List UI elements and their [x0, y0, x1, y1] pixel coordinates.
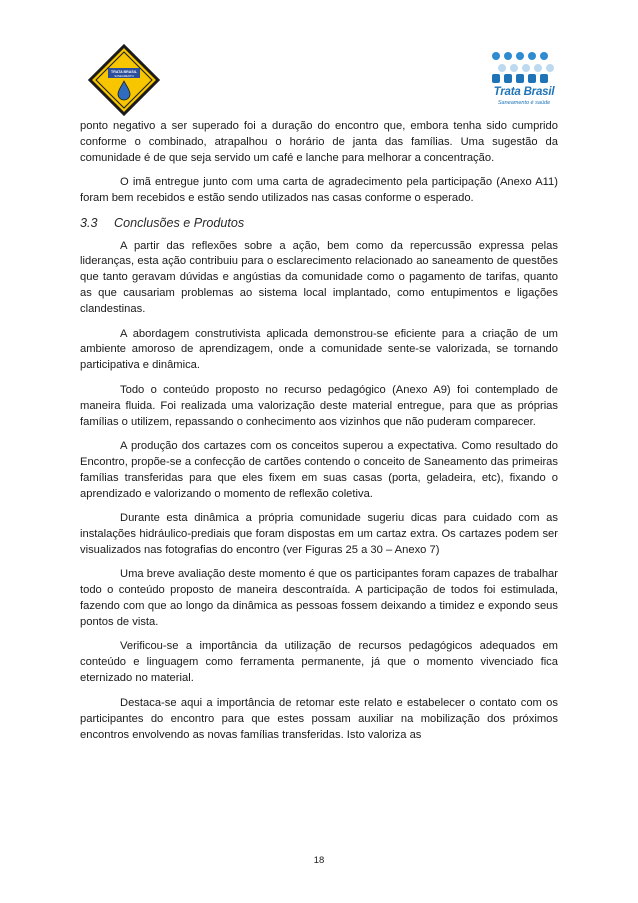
people-icon: [486, 50, 562, 86]
paragraph: Todo o conteúdo proposto no recurso pedagógico (Anexo A9) foi contemplado de maneira fluida. Foi realizada uma valorização deste material entregue, para que as próprias famílias o utilizem, repassando o conhecimento aos vizinhos que não puderam comparecer.: [80, 383, 558, 428]
paragraph: O imã entregue junto com uma carta de agradecimento pela participação (Anexo A11) foram bem recebidos e estão sendo utilizados nas casas conforme o esperado.: [80, 176, 558, 205]
paragraph: A partir das reflexões sobre a ação, bem como da repercussão expressa pelas lideranças, esta ação contribuiu para o esclarecimento relacionado ao saneamento de questões que tanto geravam dúvidas e angústias da comunidade como o pagamento de tarifas, quanto as que causariam problemas ao sistema local implantado, como entupimentos e ligações clandestinas.: [80, 239, 558, 316]
section-number: 3.3: [80, 215, 98, 230]
document-body: [80, 119, 558, 752]
trata-brasil-brand-logo: [486, 50, 562, 112]
page-number: 18: [313, 855, 325, 866]
section-title: Conclusões e Produtos: [114, 215, 245, 230]
trata-brasil-diamond-logo: [88, 44, 160, 116]
paragraph: Uma breve avaliação deste momento é que os participantes foram capazes de trabalhar todo o conteúdo proposto de maneira descontraída. A participação de todos foi estimulada, fazendo com que ao longo da dinâmica as pessoas fossem deixando a timidez e expondo seus pontos de vista.: [80, 568, 558, 629]
svg-text:SANEAMENTO: SANEAMENTO: [114, 74, 134, 78]
paragraph: Verificou-se a importância da utilização de recursos pedagógicos adequados em conteúdo e linguagem como ferramenta permanente, já que o momento vivenciado fica eternizado no material.: [80, 640, 558, 685]
brand-name: Trata Brasil: [493, 86, 555, 98]
section-heading: [80, 216, 558, 230]
brand-tagline: Saneamento é saúde: [497, 100, 551, 106]
paragraph: Destaca-se aqui a importância de retomar este relato e estabelecer o contato com os participantes do encontro para que estes possam auxiliar na mobilização dos próximos encontros envolvendo as novas famílias transferidas. Isto valoriza as: [80, 696, 558, 741]
svg-text:TRATA BRASIL: TRATA BRASIL: [111, 70, 137, 74]
paragraph: A abordagem construtivista aplicada demonstrou-se eficiente para a criação de um ambiente amoroso de aprendizagem, onde a comunidade sente-se valorizada, se tornando participativa e dinâmica.: [80, 327, 558, 372]
paragraph: ponto negativo a ser superado foi a duração do encontro que, embora tenha sido cumprido conforme o combinado, atrapalhou o horário de janta das famílias. Uma sugestão da comunidade é de que seja servido um café e lanche para melhorar a concentração.: [80, 120, 558, 164]
paragraph: Durante esta dinâmica a própria comunidade sugeriu dicas para cuidado com as instalações hidráulico-prediais que foram dispostas em um cartaz extra. Os cartazes podem ser visualizados nas fotografias do encontro (ver Figuras 25 a 30 – Anexo 7): [80, 512, 558, 556]
paragraph: A produção dos cartazes com os conceitos superou a expectativa. Como resultado do Encontro, propõe-se a confecção de cartões contendo o conceito de Saneamento das primeiras famílias transferidas para que eles fixem em suas casas (porta, geladeira, etc), fixando o aprendizado e valorizando o momento de reflexão coletiva.: [80, 440, 558, 500]
